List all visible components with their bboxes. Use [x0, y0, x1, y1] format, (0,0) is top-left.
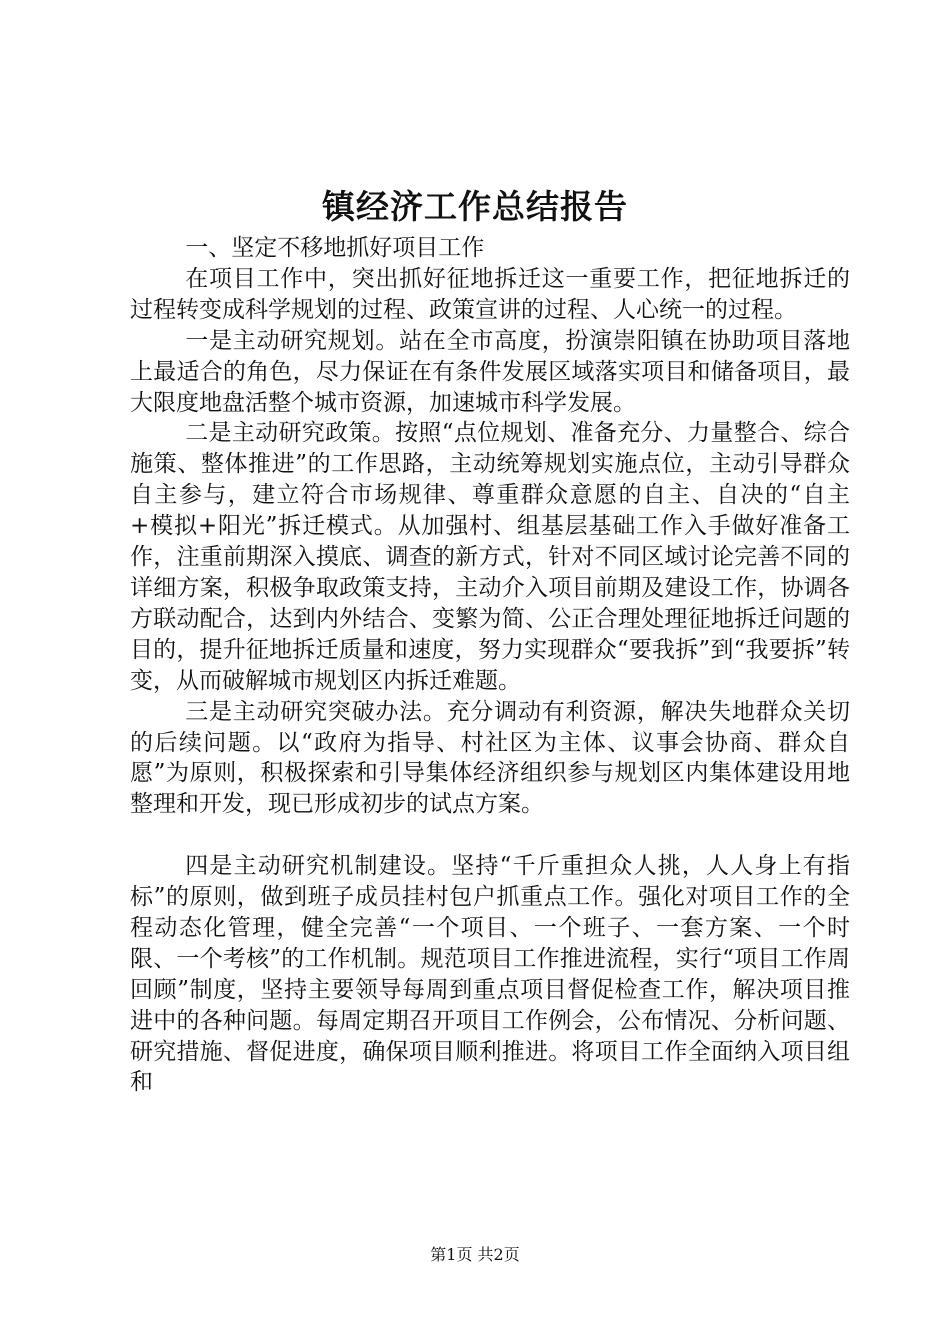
document-title: 镇经济工作总结报告 [322, 187, 628, 226]
paragraph-policy: 二是主动研究政策。按照“点位规划、准备充分、力量整合、综合施策、整体推进”的工作思路，主动统筹规划实施点位，主动引导群众自主参与，建立符合市场规律、尊重群众意愿的自主、自决的“自主+模拟+阳光”拆迁模式。从加强村、组基层基础工作入手做好准备工作，注重前期深入摸底、调查的新方式，针对不同区域讨论完善不同的详细方案，积极争取政策支持，主动介入项目前期及建设工作，协调各方联动配合，达到内外结合、变繁为简、公正合理处理征地拆迁问题的目的，提升征地拆迁质量和速度，努力实现群众“要我拆”到“我要拆”转变，从而破解城市规划区内拆迁难题。 [130, 420, 850, 694]
page-number-footer: 第1页 共2页 [430, 1245, 520, 1264]
paragraph-planning: 一是主动研究规划。站在全市高度，扮演崇阳镇在协助项目落地上最适合的角色，尽力保证在有条件发展区域落实项目和储备项目，最大限度地盘活整个城市资源，加速城市科学发展。 [130, 327, 850, 416]
paragraph-breakthrough: 三是主动研究突破办法。充分调动有利资源，解决失地群众关切的后续问题。以“政府为指导、村社区为主体、议事会协商、群众自愿”为原则，积极探索和引导集体经济组织参与规划区内集体建设用地整理和开发，现已形成初步的试点方案。 [130, 698, 850, 818]
paragraph-spacer [130, 820, 850, 851]
document-body [130, 233, 850, 1098]
section-heading: 一、坚定不移地抓好项目工作 [185, 235, 485, 261]
paragraph-intro: 在项目工作中，突出抓好征地拆迁这一重要工作，把征地拆迁的过程转变成科学规划的过程、政策宣讲的过程、人心统一的过程。 [130, 265, 850, 323]
paragraph-mechanism: 四是主动研究机制建设。坚持“千斤重担众人挑，人人身上有指标”的原则，做到班子成员挂村包户抓重点工作。强化对项目工作的全程动态化管理，健全完善“一个项目、一个班子、一套方案、一个时限、一个考核”的工作机制。规范项目工作推进流程，实行“项目工作周回顾”制度，坚持主要领导每周到重点项目督促检查工作，解决项目推进中的各种问题。每周定期召开项目工作例会，公布情况、分析问题、研究措施、督促进度，确保项目顺利推进。将项目工作全面纳入项目组和 [130, 853, 850, 1096]
